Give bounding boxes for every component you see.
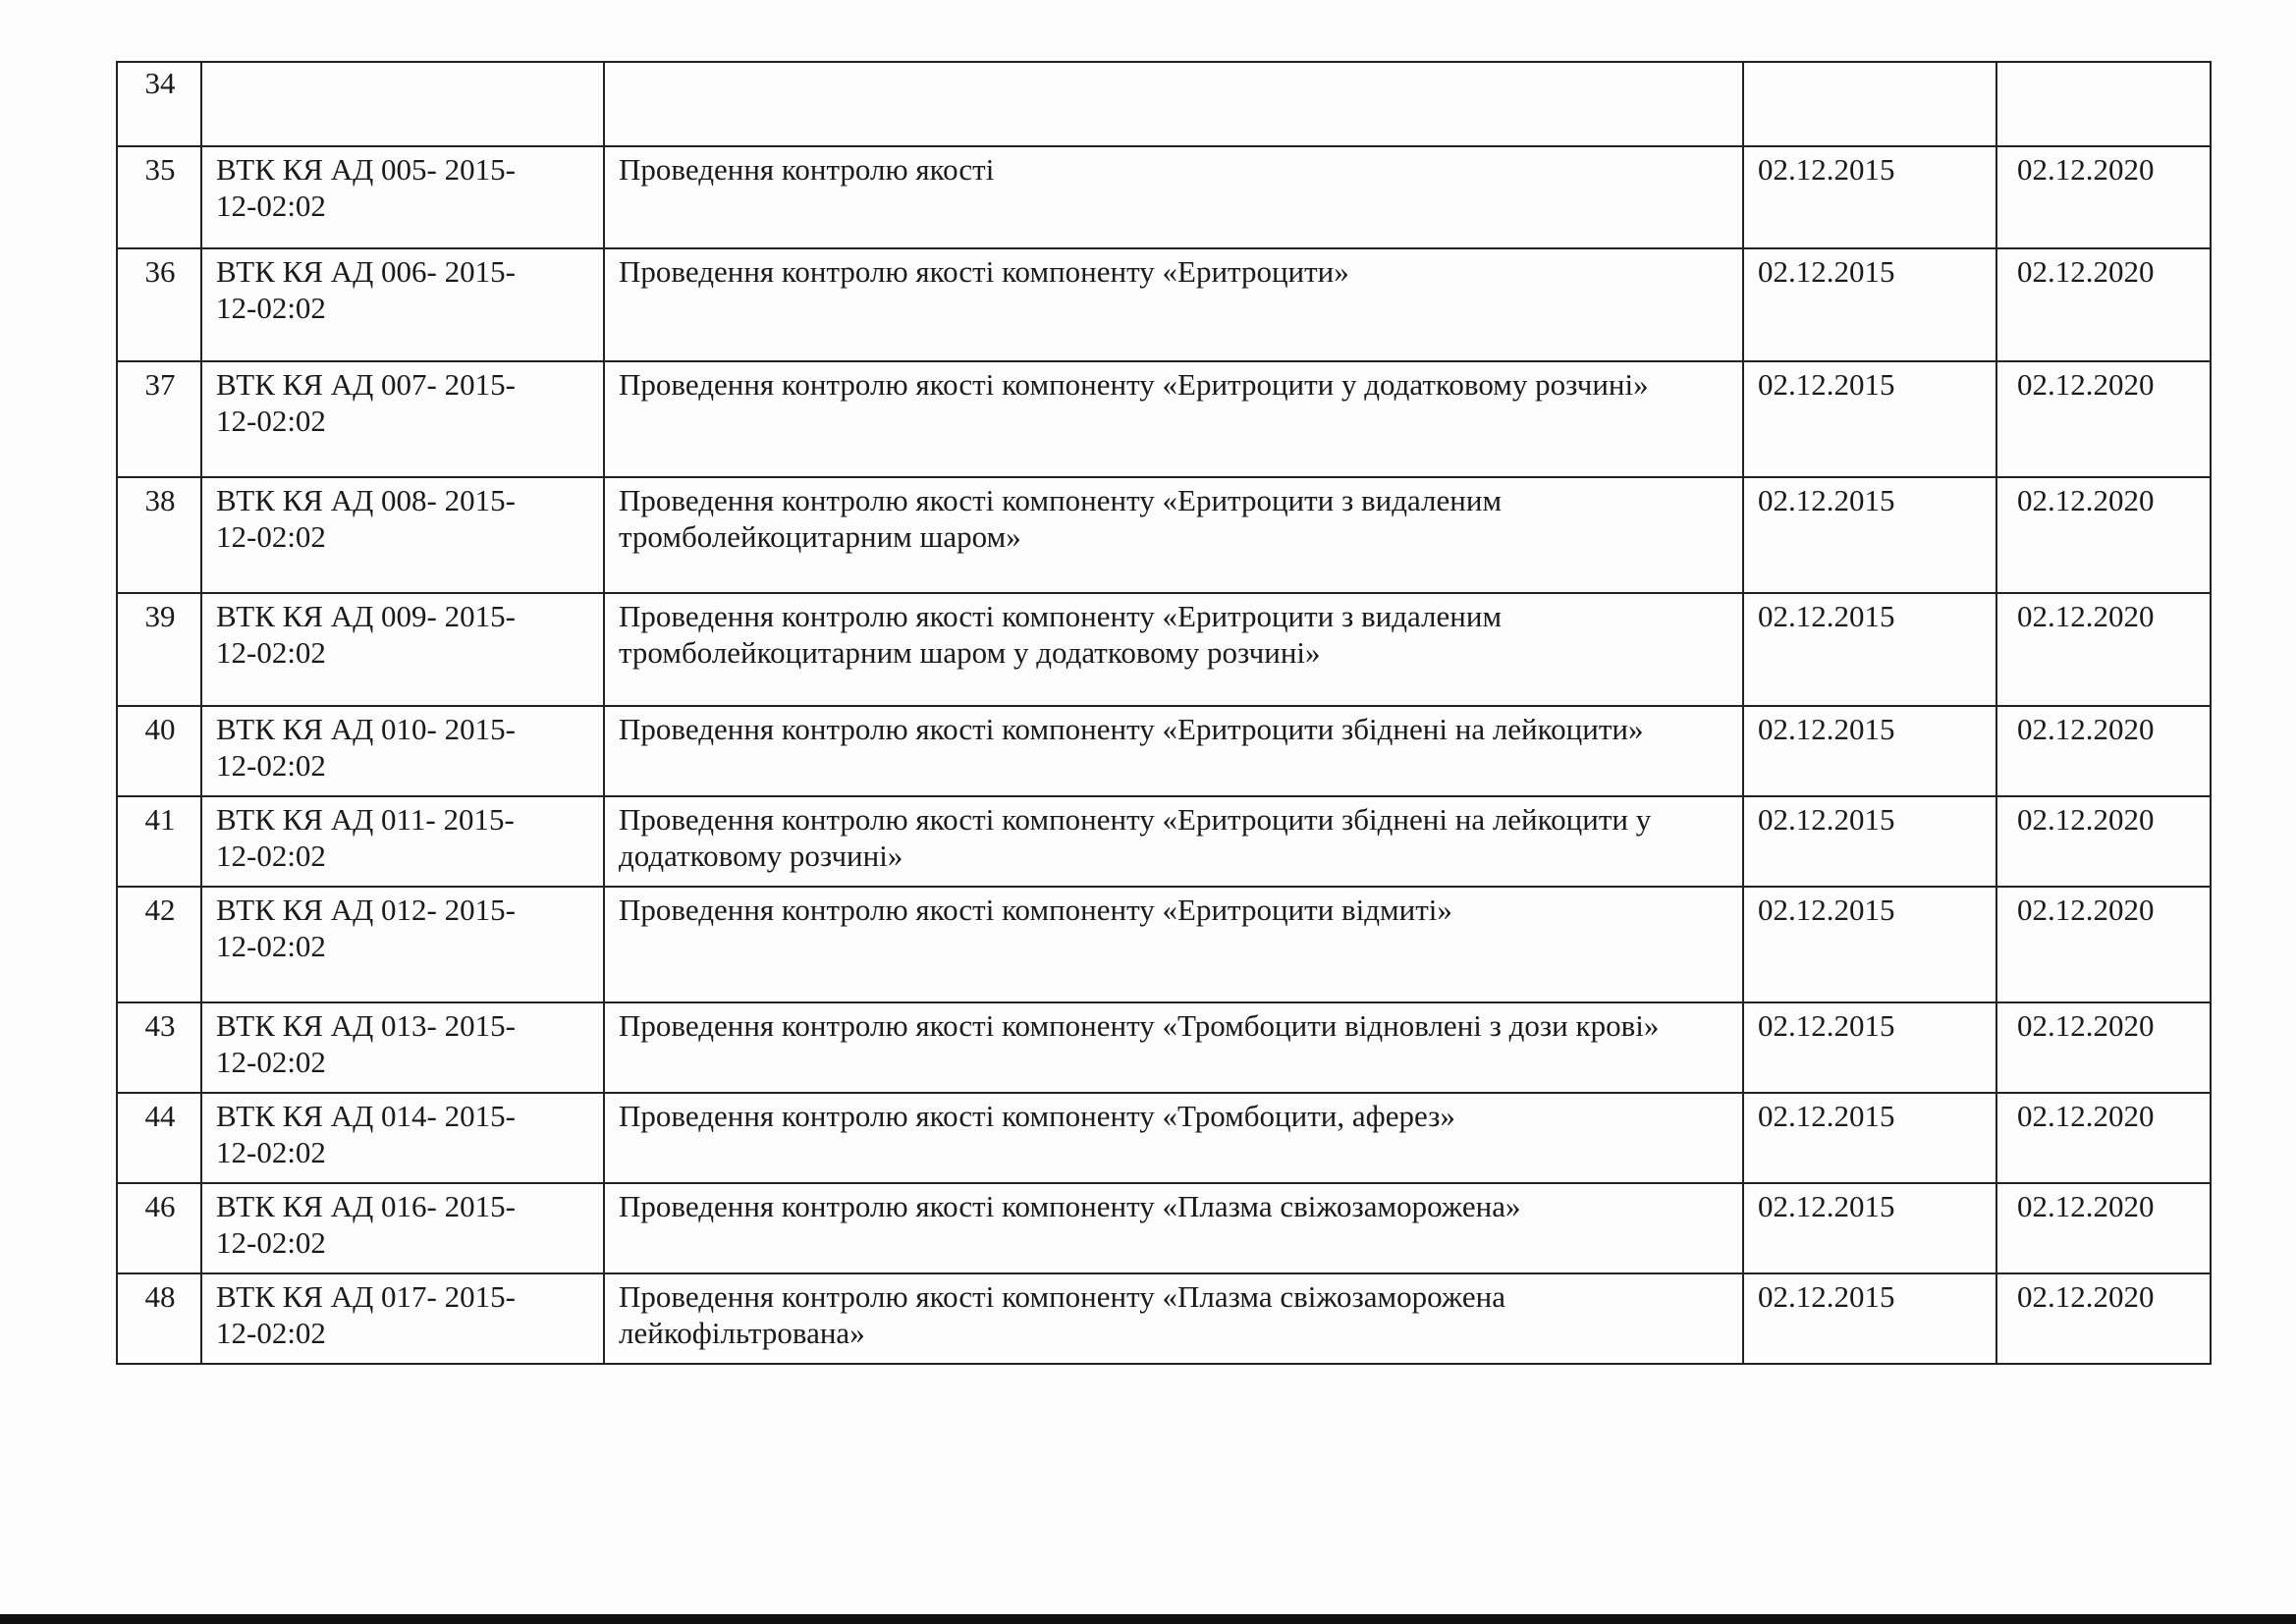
- end-date: 02.12.2020: [1996, 477, 2211, 593]
- row-number: 44: [117, 1093, 201, 1183]
- table-row: [117, 146, 2211, 248]
- start-date: 02.12.2015: [1743, 477, 1996, 593]
- end-date: 02.12.2020: [1996, 1002, 2211, 1093]
- document-code: [201, 146, 604, 248]
- row-number: 36: [117, 248, 201, 361]
- document-code-line1: ВТК КЯ АД 016- 2015-: [216, 1189, 516, 1223]
- table-row: [117, 62, 2211, 146]
- registry-table: [116, 61, 2212, 1365]
- document-code-line1: ВТК КЯ АД 017- 2015-: [216, 1279, 516, 1314]
- start-date: 02.12.2015: [1743, 796, 1996, 887]
- row-number: 41: [117, 796, 201, 887]
- document-code: [201, 706, 604, 796]
- end-date: 02.12.2020: [1996, 887, 2211, 1002]
- procedure-description: Проведення контролю якості компоненту «Еритроцити»: [604, 248, 1743, 361]
- procedure-description: Проведення контролю якості компоненту «Тромбоцити відновлені з дози крові»: [604, 1002, 1743, 1093]
- start-date: 02.12.2015: [1743, 593, 1996, 706]
- procedure-description: Проведення контролю якості компоненту «Еритроцити у додатковому розчині»: [604, 361, 1743, 477]
- document-code-line1: ВТК КЯ АД 012- 2015-: [216, 893, 516, 927]
- procedure-description: Проведення контролю якості: [604, 146, 1743, 248]
- table-row: [117, 796, 2211, 887]
- document-code-line2: 12-02:02: [216, 404, 326, 438]
- row-number: 35: [117, 146, 201, 248]
- procedure-description: Проведення контролю якості компоненту «Еритроцити з видаленим тромболейкоцитарним шаром»: [604, 477, 1743, 593]
- table-row: [117, 477, 2211, 593]
- document-code-line1: ВТК КЯ АД 009- 2015-: [216, 599, 516, 633]
- document-code-line2: 12-02:02: [216, 1316, 326, 1350]
- document-code: [201, 248, 604, 361]
- start-date: 02.12.2015: [1743, 1002, 1996, 1093]
- document-code: [201, 361, 604, 477]
- start-date: 02.12.2015: [1743, 146, 1996, 248]
- document-code-line1: ВТК КЯ АД 006- 2015-: [216, 254, 516, 289]
- row-number: 37: [117, 361, 201, 477]
- document-code-line1: ВТК КЯ АД 007- 2015-: [216, 367, 516, 402]
- start-date: 02.12.2015: [1743, 248, 1996, 361]
- table-row: [117, 1002, 2211, 1093]
- row-number: 34: [117, 62, 201, 146]
- procedure-description: Проведення контролю якості компоненту «Плазма свіжозаморожена»: [604, 1183, 1743, 1273]
- row-number: 43: [117, 1002, 201, 1093]
- end-date: 02.12.2020: [1996, 146, 2211, 248]
- document-code-line2: 12-02:02: [216, 1045, 326, 1079]
- end-date: 02.12.2020: [1996, 593, 2211, 706]
- table-row: [117, 887, 2211, 1002]
- document-code-line2: 12-02:02: [216, 519, 326, 554]
- end-date: 02.12.2020: [1996, 706, 2211, 796]
- row-number: 42: [117, 887, 201, 1002]
- table-row: [117, 1183, 2211, 1273]
- table-row: [117, 593, 2211, 706]
- document-code: [201, 477, 604, 593]
- end-date: [1996, 62, 2211, 146]
- row-number: 46: [117, 1183, 201, 1273]
- procedure-description: [604, 62, 1743, 146]
- document-code-line2: 12-02:02: [216, 1225, 326, 1260]
- document-code-line2: 12-02:02: [216, 748, 326, 783]
- procedure-description: Проведення контролю якості компоненту «Плазма свіжозаморожена лейкофільтрована»: [604, 1273, 1743, 1364]
- table-row: [117, 1273, 2211, 1364]
- procedure-description: Проведення контролю якості компоненту «Еритроцити збіднені на лейкоцити»: [604, 706, 1743, 796]
- document-code-line1: ВТК КЯ АД 014- 2015-: [216, 1099, 516, 1133]
- document-code: [201, 796, 604, 887]
- start-date: 02.12.2015: [1743, 1093, 1996, 1183]
- document-code: [201, 887, 604, 1002]
- start-date: 02.12.2015: [1743, 1273, 1996, 1364]
- procedure-description: Проведення контролю якості компоненту «Еритроцити відмиті»: [604, 887, 1743, 1002]
- document-code-line2: 12-02:02: [216, 291, 326, 325]
- document-code-line1: ВТК КЯ АД 011- 2015-: [216, 802, 515, 837]
- end-date: 02.12.2020: [1996, 1273, 2211, 1364]
- row-number: 38: [117, 477, 201, 593]
- procedure-description: Проведення контролю якості компоненту «Еритроцити збіднені на лейкоцити у додатковому розчині»: [604, 796, 1743, 887]
- document-code: [201, 62, 604, 146]
- start-date: 02.12.2015: [1743, 706, 1996, 796]
- document-code-line1: ВТК КЯ АД 013- 2015-: [216, 1008, 516, 1043]
- row-number: 39: [117, 593, 201, 706]
- table-row: [117, 1093, 2211, 1183]
- start-date: 02.12.2015: [1743, 361, 1996, 477]
- end-date: 02.12.2020: [1996, 1183, 2211, 1273]
- document-code-line2: 12-02:02: [216, 635, 326, 670]
- procedure-description: Проведення контролю якості компоненту «Еритроцити з видаленим тромболейкоцитарним шаром у додатковому розчині»: [604, 593, 1743, 706]
- end-date: 02.12.2020: [1996, 248, 2211, 361]
- end-date: 02.12.2020: [1996, 796, 2211, 887]
- end-date: 02.12.2020: [1996, 1093, 2211, 1183]
- row-number: 40: [117, 706, 201, 796]
- start-date: 02.12.2015: [1743, 887, 1996, 1002]
- scan-bottom-edge: [0, 1614, 2296, 1624]
- document-code-line1: ВТК КЯ АД 008- 2015-: [216, 483, 516, 517]
- document-code: [201, 593, 604, 706]
- document-code: [201, 1093, 604, 1183]
- document-code: [201, 1183, 604, 1273]
- document-code: [201, 1273, 604, 1364]
- document-code-line1: ВТК КЯ АД 010- 2015-: [216, 712, 516, 746]
- document-code: [201, 1002, 604, 1093]
- table-row: [117, 706, 2211, 796]
- document-code-line2: 12-02:02: [216, 189, 326, 223]
- start-date: [1743, 62, 1996, 146]
- row-number: 48: [117, 1273, 201, 1364]
- document-code-line1: ВТК КЯ АД 005- 2015-: [216, 152, 516, 187]
- end-date: 02.12.2020: [1996, 361, 2211, 477]
- document-code-line2: 12-02:02: [216, 839, 326, 873]
- procedure-description: Проведення контролю якості компоненту «Тромбоцити, аферез»: [604, 1093, 1743, 1183]
- document-code-line2: 12-02:02: [216, 929, 326, 963]
- document-code-line2: 12-02:02: [216, 1135, 326, 1169]
- start-date: 02.12.2015: [1743, 1183, 1996, 1273]
- table-row: [117, 361, 2211, 477]
- table-row: [117, 248, 2211, 361]
